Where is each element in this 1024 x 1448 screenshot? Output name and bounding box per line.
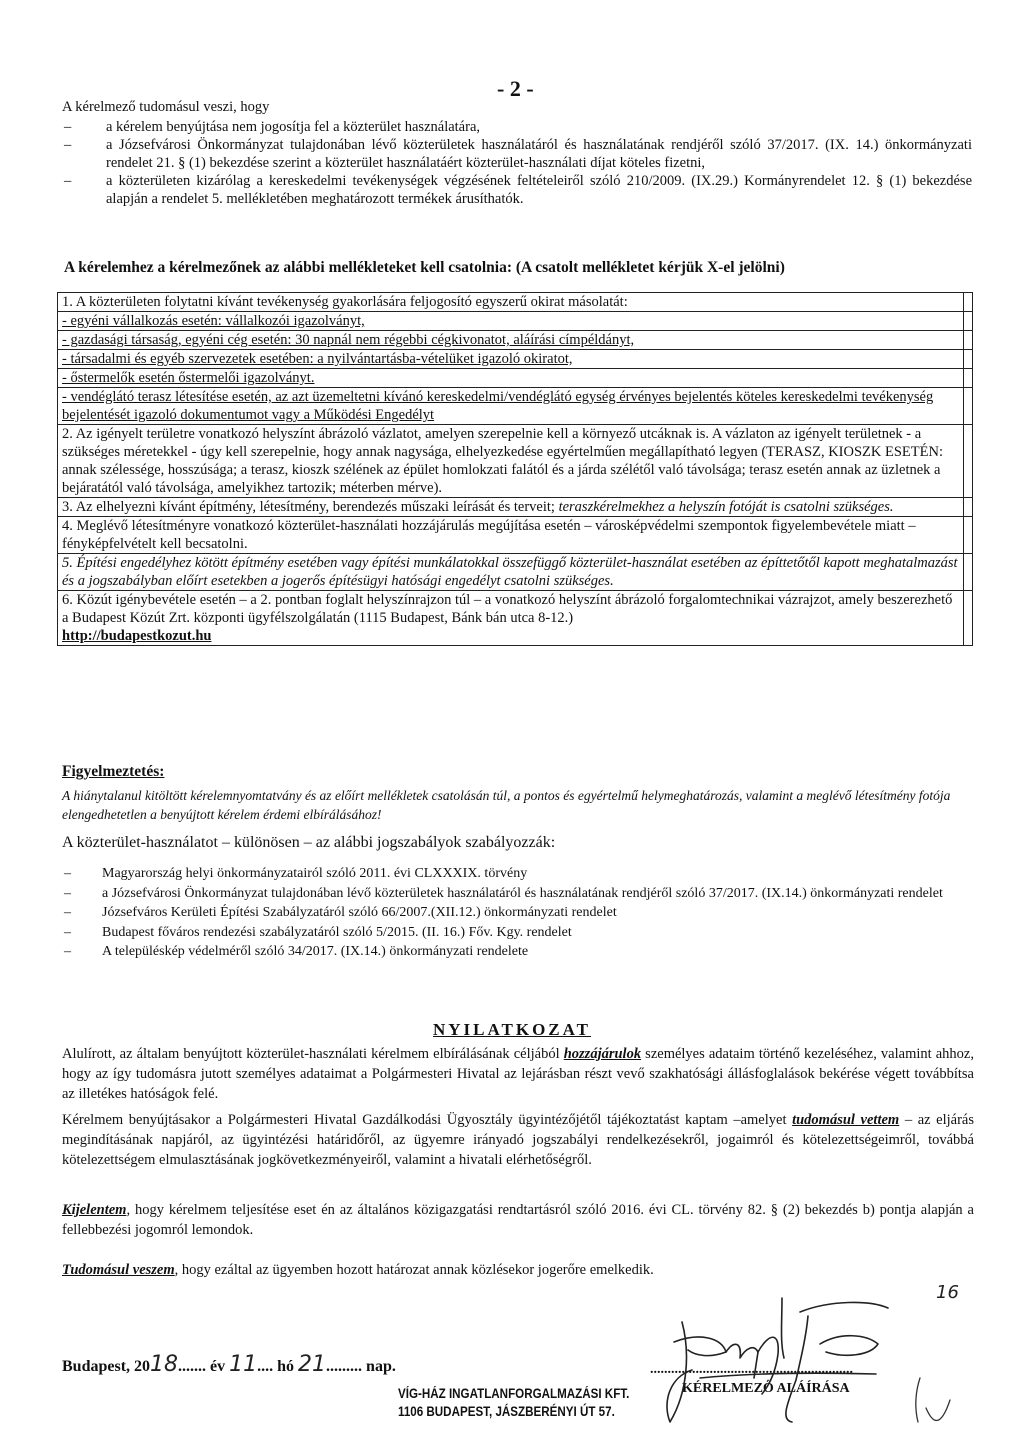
page-number: - 2 - bbox=[497, 76, 534, 101]
list-item: – Magyarország helyi önkormányzatairól szóló 2011. évi CLXXXIX. törvény bbox=[62, 864, 974, 884]
attachment-item-3 bbox=[58, 498, 964, 517]
signature-line: .......................................................... bbox=[650, 1362, 853, 1377]
stamp-line: VÍG-HÁZ INGATLANFORGALMAZÁSI KFT. bbox=[398, 1386, 630, 1401]
checkbox-cell[interactable] bbox=[964, 369, 973, 388]
attachment-item-6 bbox=[58, 591, 964, 646]
month-dots: .... bbox=[257, 1358, 274, 1375]
table-row bbox=[58, 498, 973, 517]
attachment-item-1-row: - társadalmi és egyéb szervezetek esetében: a nyilvántartásba-vételüket igazoló okiratot, bbox=[58, 350, 964, 369]
table-row bbox=[58, 369, 973, 388]
acknowledgement-list bbox=[62, 118, 972, 208]
attachment-item-6-text: 6. Közút igénybevétele esetén – a 2. pontban foglalt helyszínrajzon túl – a vonatkozó helyszínt ábrázoló forgalomtechnikai vázrajzot, amely beszerezhető a Budapest Közút Zrt. központi ügyfélszolgálatán (1115 Budapest, Bánk bán utca 8-12.) bbox=[62, 592, 953, 626]
attachment-item-2: 2. Az igényelt területre vonatkozó helyszínt ábrázoló vázlatot, amelyen szerepelnie kell a környező utcáknak is. A vázlaton az igényelt területnek - a szükséges méretekkel - úgy kell szerepelnie, hogy annak nagysága, elhelyezkedése egyértelműen megállapítható legyen (TERASZ, KIOSZK ESETÉN: annak szélessége, hosszúsága; a terasz, kioszk szélének az épület homlokzati falától és a járda szélétől való távolsága; terasz esetén annak az üzletnek a bejáratától való távolsága, amelyikhez tartozik; méterben mérve). bbox=[58, 425, 964, 498]
emphasis-text: Kijelentem bbox=[62, 1202, 127, 1218]
attachments-table bbox=[57, 292, 973, 646]
declaration-paragraph bbox=[62, 1110, 974, 1170]
declaration-paragraph bbox=[62, 1260, 974, 1280]
warning-text: A hiánytalanul kitöltött kérelemnyomtatvány és az előírt mellékletek csatolásán túl, a pontos és egyértelmű helymeghatározás, valamint a meglévő létesítmény fotója elengedhetetlen a benyújtott kérelem érdemi elbírálásához! bbox=[62, 788, 951, 822]
declaration-paragraph bbox=[62, 1200, 974, 1240]
attachment-item-4: 4. Meglévő létesítményre vonatkozó közterület-használati hozzájárulás megújítása esetén – városképvédelmi szempontok figyelembevétele miatt – fényképfelvételt kell becsatolni. bbox=[58, 517, 964, 554]
year-label: . év bbox=[202, 1358, 226, 1375]
margin-mark bbox=[906, 1330, 966, 1440]
table-row bbox=[58, 312, 973, 331]
table-row bbox=[58, 293, 973, 312]
checkbox-cell[interactable] bbox=[964, 554, 973, 591]
paragraph-text: – az eljárás megindításának napjáról, az ügyintézési határidőről, az ügyemre irányadó jogszabályi rendelkezésekről, jogaimról és kötelezettségeimről, továbbá kötelezettségem elmulasztásának jogkövetkezményeiről, valamint a hivatali elérhetőségről. bbox=[62, 1112, 975, 1168]
month-label: hó bbox=[273, 1358, 299, 1375]
checkbox-cell[interactable] bbox=[964, 293, 973, 312]
laws-intro: A közterület-használatot – különösen – az alábbi jogszabályok szabályozzák: bbox=[62, 834, 556, 851]
checkbox-cell[interactable] bbox=[964, 312, 973, 331]
list-item: – a kérelem benyújtása nem jogosítja fel a közterület használatára, bbox=[62, 118, 972, 136]
day-dots: ......... bbox=[326, 1358, 363, 1375]
table-row bbox=[58, 350, 973, 369]
attachment-item-1-header: 1. A közterületen folytatni kívánt tevékenység gyakorlására feljogosító egyszerű okirat másolatát: bbox=[58, 293, 964, 312]
list-item: – Budapest főváros rendezési szabályzatáról szóló 5/2015. (II. 16.) Főv. Kgy. rendelet bbox=[62, 923, 974, 943]
table-row bbox=[58, 331, 973, 350]
laws-list bbox=[62, 864, 974, 962]
checkbox-cell[interactable] bbox=[964, 591, 973, 646]
list-item: – a Józsefvárosi Önkormányzat tulajdonában lévő közterületek használatáról és használatának rendjéről szóló 37/2017. (IX. 14.) önkormányzati rendelet 21. § (1) bekezdése szerint a közterület használatáért közterület-használati díjat köteles fizetni, bbox=[62, 136, 972, 172]
checkbox-cell[interactable] bbox=[964, 517, 973, 554]
handwritten-signature bbox=[630, 1282, 910, 1432]
checkbox-cell[interactable] bbox=[964, 388, 973, 425]
attachment-item-1-row: - őstermelők esetén őstermelői igazolványt. bbox=[58, 369, 964, 388]
month-handwritten[interactable]: 11 bbox=[229, 1352, 258, 1377]
paragraph-text: , hogy ezáltal az ügyemben hozott határozat annak közlésekor jogerőre emelkedik. bbox=[174, 1262, 654, 1278]
table-row bbox=[58, 554, 973, 591]
day-label: nap. bbox=[362, 1358, 396, 1375]
list-item: – a közterületen kizárólag a kereskedelmi tevékenységek végzésének feltételeiről szóló 210/2009. (IX.29.) Kormányrendelet 12. § (1) bekezdése alapján a rendelet 5. mellékletében meghatározott termékek árusíthatók. bbox=[62, 172, 972, 208]
stamp-line: 1106 BUDAPEST, JÁSZBERÉNYI ÚT 57. bbox=[398, 1404, 615, 1419]
date-city: Budapest, 20 bbox=[62, 1358, 151, 1375]
attachments-title: A kérelemhez a kérelmezőnek az alábbi mellékleteket kell csatolnia: (A csatolt mellékletet kérjük X-el jelölni) bbox=[64, 259, 785, 276]
paragraph-text: Alulírott, az általam benyújtott közterület-használati kérelmem elbírálásának céljából bbox=[62, 1046, 564, 1062]
checkbox-cell[interactable] bbox=[964, 498, 973, 517]
paragraph-text: személyes adataim történő kezeléséhez, valamint ahhoz, hogy az így tudomásra jutott személyes adataimat a Polgármesteri Hivatal az lejárásban részt vevő szakhatósági állásfoglalások bekérése végett továbbítsa az illetékes hatóságok felé. bbox=[62, 1046, 974, 1102]
checkbox-cell[interactable] bbox=[964, 350, 973, 369]
warning-title: Figyelmeztetés: bbox=[62, 763, 165, 780]
emphasis-text: hozzájárulok bbox=[563, 1046, 642, 1062]
declaration-paragraph bbox=[62, 1044, 974, 1104]
table-row bbox=[58, 517, 973, 554]
attachment-item-1-row: - gazdasági társaság, egyéni cég esetén: 30 napnál nem régebbi cégkivonatot, aláírási címpéldányt, bbox=[58, 331, 964, 350]
attachment-item-5: 5. Építési engedélyhez kötött építmény esetében vagy építési munkálatokkal összefüggő közterület-használat esetében az építtetőtől kapott meghatalmazást és a jogszabályban előírt esetekben a jogerős építésügyi hatósági engedélyt csatolni szükséges. bbox=[58, 554, 964, 591]
list-item: – a Józsefvárosi Önkormányzat tulajdonában lévő közterületek használatáról és használatának rendjéről szóló 37/2017. (IX.14.) önkormányzati rendelet bbox=[62, 884, 974, 904]
year-dots: ...... bbox=[178, 1358, 203, 1375]
paragraph-text: , hogy kérelmem teljesítése eset én az általános közigazgatási rendtartásról szóló 2016. évi CL. törvény 82. § (2) bekezdés b) pontja alapján a fellebbezési jogomról lemondok. bbox=[62, 1202, 974, 1238]
date-line bbox=[62, 1352, 396, 1377]
attachment-item-1-row: - vendéglátó terasz létesítése esetén, az azt üzemeltetni kívánó kereskedelmi/vendéglátó egység érvényes bejelentés köteles kereskedelmi tevékenység bejelentését igazoló dokumentumot vagy a Működési Engedélyt bbox=[58, 388, 964, 425]
table-row bbox=[58, 388, 973, 425]
emphasis-text: tudomásul vettem bbox=[792, 1112, 900, 1128]
table-row bbox=[58, 591, 973, 646]
paragraph-text: Kérelmem benyújtásakor a Polgármesteri Hivatal Gazdálkodási Ügyosztály ügyintézőjétől tájékoztatást kaptam –amelyet bbox=[62, 1112, 793, 1128]
budapest-kozut-link[interactable]: http://budapestkozut.hu bbox=[62, 628, 212, 644]
attachment-item-3-note: teraszkérelmekhez a helyszín fotóját is csatolni szükséges. bbox=[558, 499, 894, 515]
year-handwritten[interactable]: 18 bbox=[150, 1352, 179, 1377]
margin-handwritten-number: 16 bbox=[936, 1282, 959, 1303]
attachment-item-3-text: 3. Az elhelyezni kívánt építmény, létesítmény, berendezés műszaki leírását és terveit; bbox=[62, 499, 559, 515]
table-row bbox=[58, 425, 973, 498]
day-handwritten[interactable]: 21 bbox=[298, 1352, 327, 1377]
list-item: – A településkép védelméről szóló 34/2017. (IX.14.) önkormányzati rendelete bbox=[62, 942, 974, 962]
attachment-item-1-row: - egyéni vállalkozás esetén: vállalkozói igazolványt, bbox=[58, 312, 964, 331]
acknowledgement-section bbox=[62, 98, 972, 208]
declaration-title: NYILATKOZAT bbox=[433, 1020, 592, 1039]
checkbox-cell[interactable] bbox=[964, 331, 973, 350]
signature-label: KÉRELMEZŐ ALÁÍRÁSA bbox=[682, 1381, 850, 1396]
emphasis-text: Tudomásul veszem bbox=[62, 1262, 175, 1278]
checkbox-cell[interactable] bbox=[964, 425, 973, 498]
company-stamp bbox=[398, 1385, 629, 1421]
list-item: – Józsefváros Kerületi Építési Szabályzatáról szóló 66/2007.(XII.12.) önkormányzati rendelet bbox=[62, 903, 974, 923]
acknowledgement-lead: A kérelmező tudomásul veszi, hogy bbox=[62, 99, 270, 115]
